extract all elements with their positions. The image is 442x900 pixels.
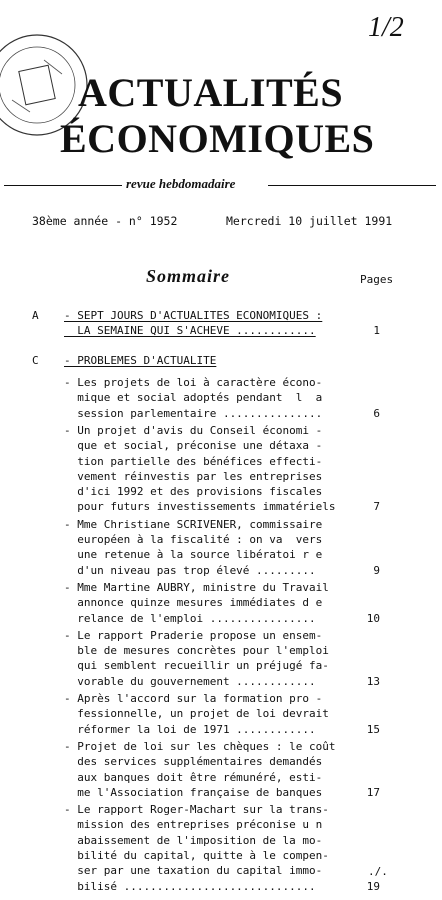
masthead-line2: ÉCONOMIQUES — [60, 116, 375, 161]
entry-page-number: 9 — [373, 563, 380, 577]
entry-page-number: 13 — [366, 674, 380, 688]
section-letter-a: A — [32, 309, 39, 322]
entry-line: annonce quinze mesures immédiates d e — [64, 596, 323, 610]
issue-edition: 38ème année - n° 1952 — [32, 214, 178, 228]
entry-line: vement réinvestis par les entreprises — [64, 469, 323, 483]
entry-line: des services supplémentaires demandés — [64, 755, 323, 769]
entry-line: session parlementaire ............... — [64, 406, 323, 420]
entry-line: aux banques doit être rémunéré, esti- — [64, 770, 323, 784]
section-a-page: 1 — [373, 324, 380, 337]
subtitle-rule-left — [4, 185, 122, 186]
entry-line: mique et social adoptés pendant l a — [64, 391, 323, 405]
entry-line: - Mme Martine AUBRY, ministre du Travail — [64, 580, 329, 594]
entry-line: européen à la fiscalité : on va vers — [64, 533, 323, 546]
entry-line: bilité du capital, quitte à le compen- — [64, 849, 329, 862]
pages-label: Pages — [360, 273, 394, 286]
entry-line: d'ici 1992 et des provisions fiscales — [64, 485, 323, 499]
entry-line: ser par une taxation du capital immo- — [64, 864, 323, 878]
subtitle: revue hebdomadaire — [126, 176, 236, 191]
entry-line: - Un projet d'avis du Conseil économi - — [64, 423, 323, 437]
entry-line: mission des entreprises préconise u n — [64, 818, 323, 832]
entry-line: - Les projets de loi à caractère écono- — [64, 376, 323, 389]
entry-line: - Mme Christiane SCRIVENER, commissaire — [64, 517, 323, 531]
entry-page-number: 17 — [366, 785, 380, 799]
entry-page-number: 7 — [373, 500, 380, 514]
entry-page-number: 10 — [366, 611, 380, 625]
entry-page-number: 6 — [373, 406, 380, 420]
issue-date: Mercredi 10 juillet 1991 — [226, 214, 393, 228]
entry-line: que et social, préconise une détaxa - — [64, 439, 323, 453]
entry-page-number: 15 — [366, 722, 380, 736]
entry-line: - Le rapport Roger-Machart sur la trans- — [64, 803, 329, 817]
entry-line: tion partielle des bénéfices effecti- — [64, 454, 323, 468]
section-letter-c: C — [32, 354, 39, 367]
section-a-line2: LA SEMAINE QUI S'ACHEVE ............ — [64, 324, 316, 337]
masthead-line1: ACTUALITÉS — [78, 70, 344, 115]
entry-line: - Le rapport Praderie propose un ensem- — [64, 628, 323, 642]
entry-line: une retenue à la source libératoi r e — [64, 548, 323, 562]
entry-line: ble de mesures concrètes pour l'emploi — [64, 644, 329, 658]
entry-page-number: 19 — [366, 879, 380, 893]
entry-line: fessionnelle, un projet de loi devrait — [64, 707, 329, 721]
continuation-mark: ./. — [368, 865, 388, 878]
entry-line: bilisé ............................. — [64, 879, 316, 893]
entry-line: abaissement de l'imposition de la mo- — [64, 833, 323, 847]
entry-line: me l'Association française de banques — [64, 785, 323, 799]
summary-heading: Sommaire — [146, 266, 231, 286]
page-number: 1/2 — [368, 12, 404, 43]
entry-line: qui semblent recueillir un préjugé fa- — [64, 659, 329, 673]
entry-line: relance de l'emploi ................ — [64, 611, 316, 625]
section-c-title: - PROBLEMES D'ACTUALITE — [64, 354, 217, 367]
entry-line: - Projet de loi sur les chèques : le coût — [64, 739, 336, 753]
entry-line: d'un niveau pas trop élevé ......... — [64, 563, 316, 577]
section-a-line1: - SEPT JOURS D'ACTUALITES ECONOMIQUES : — [64, 309, 323, 322]
entry-line: - Après l'accord sur la formation pro - — [64, 692, 323, 705]
entry-line: pour futurs investissements immatériels — [64, 500, 336, 514]
subtitle-rule-right — [268, 185, 436, 186]
entry-line: vorable du gouvernement ............ — [64, 674, 316, 688]
entry-line: réformer la loi de 1971 ............ — [64, 722, 316, 736]
